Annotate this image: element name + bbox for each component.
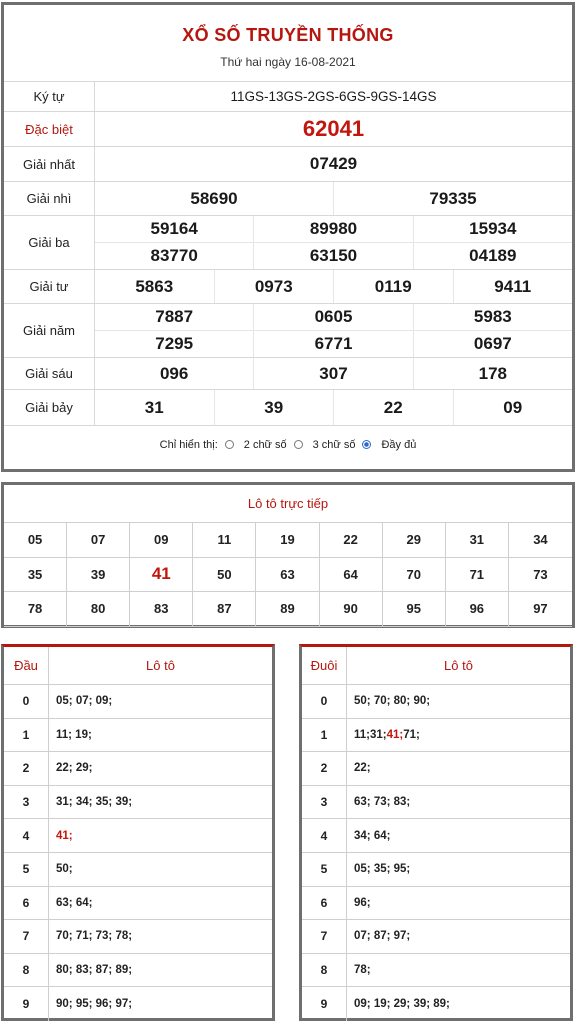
draw-date: Thứ hai ngày 16-08-2021 xyxy=(220,55,356,69)
dau-header-key: Đầu xyxy=(4,647,49,684)
duoi-row xyxy=(302,819,570,853)
loto-number: 29 xyxy=(383,523,446,558)
duoi-table xyxy=(299,644,573,1021)
radio-two-digits[interactable] xyxy=(294,440,303,449)
dau-row xyxy=(4,987,272,1021)
loto-number: 95 xyxy=(383,592,446,627)
loto-number: 73 xyxy=(509,558,572,593)
row-tu xyxy=(4,270,572,304)
dau-row xyxy=(4,786,272,820)
duoi-row-values: 09; 19; 29; 39; 89; xyxy=(354,998,450,1011)
loto-live-table xyxy=(1,482,575,628)
dau-row-key: 1 xyxy=(4,719,49,752)
duoi-row-key: 1 xyxy=(302,719,347,752)
loto-number: 07 xyxy=(67,523,130,558)
prize-value: 31 xyxy=(144,397,164,417)
label-bay: Giải bảy xyxy=(4,390,95,425)
prize-value: 15934 xyxy=(413,216,572,242)
loto-number: 96 xyxy=(446,592,509,627)
prize-value: 58690 xyxy=(190,188,238,208)
dau-row xyxy=(4,853,272,887)
prize-value: 59164 xyxy=(150,219,198,238)
prize-value: 07429 xyxy=(309,154,358,173)
row-nhat xyxy=(4,147,572,182)
dau-row xyxy=(4,685,272,719)
prize-value: 178 xyxy=(413,358,572,389)
prize-value: 0605 xyxy=(253,304,412,330)
duoi-row xyxy=(302,685,570,719)
loto-number: 50 xyxy=(193,558,256,593)
row-ba xyxy=(4,216,572,270)
loto-number: 64 xyxy=(320,558,383,593)
loto-live-title: Lô tô trực tiếp xyxy=(4,485,572,523)
label-nhat: Giải nhất xyxy=(4,147,95,181)
row-dacbiet xyxy=(4,112,572,147)
prize-value: 6771 xyxy=(253,331,412,357)
prize-value: 39 xyxy=(214,390,334,425)
loto-number: 71 xyxy=(446,558,509,593)
dau-row-values: 41; xyxy=(56,829,73,842)
loto-number: 83 xyxy=(130,592,193,627)
dau-row-key: 3 xyxy=(4,786,49,819)
duoi-header-value: Lô tô xyxy=(444,658,473,673)
duoi-row xyxy=(302,719,570,753)
duoi-row-key: 4 xyxy=(302,819,347,852)
duoi-row-key: 5 xyxy=(302,853,347,886)
duoi-row-values: 96; xyxy=(354,896,371,909)
loto-number: 19 xyxy=(256,523,319,558)
option-full[interactable]: Đầy đủ xyxy=(381,438,417,451)
duoi-row-values: 11; 31; 41; 71; xyxy=(354,728,420,741)
label-sau: Giải sáu xyxy=(4,358,95,389)
dau-row xyxy=(4,954,272,988)
row-nhi xyxy=(4,182,572,216)
label-tu: Giải tư xyxy=(4,270,95,303)
label-nhi: Giải nhì xyxy=(4,182,95,215)
prize-value: 5863 xyxy=(135,276,174,296)
loto-number: 05 xyxy=(4,523,67,558)
dau-row-values: 63; 64; xyxy=(56,896,93,909)
prize-value: 22 xyxy=(333,390,453,425)
loto-number: 11 xyxy=(193,523,256,558)
dau-row-key: 9 xyxy=(4,987,49,1021)
results-header xyxy=(4,5,572,82)
page-title: XỔ SỐ TRUYỀN THỐNG xyxy=(182,25,394,45)
dau-row xyxy=(4,719,272,753)
loto-number: 97 xyxy=(509,592,572,627)
loto-number: 89 xyxy=(256,592,319,627)
row-nam xyxy=(4,304,572,358)
loto-number: 41 xyxy=(130,558,193,593)
prize-value: 5983 xyxy=(413,304,572,330)
duoi-row-values: 63; 73; 83; xyxy=(354,796,411,809)
dau-row-key: 5 xyxy=(4,853,49,886)
prize-value: 79335 xyxy=(333,182,572,215)
duoi-row-key: 6 xyxy=(302,887,347,920)
loto-number: 35 xyxy=(4,558,67,593)
loto-number: 63 xyxy=(256,558,319,593)
dau-row-key: 7 xyxy=(4,920,49,953)
kytu-value: 11GS-13GS-2GS-6GS-9GS-14GS xyxy=(230,89,437,104)
dau-row-values: 31; 34; 35; 39; xyxy=(56,796,133,809)
label-nam: Giải năm xyxy=(4,304,95,357)
dau-row xyxy=(4,819,272,853)
dau-row-values: 05; 07; 09; xyxy=(56,695,113,708)
dau-row-values: 90; 95; 96; 97; xyxy=(56,998,133,1011)
radio-none[interactable] xyxy=(225,440,234,449)
duoi-row xyxy=(302,920,570,954)
duoi-row-key: 9 xyxy=(302,987,347,1021)
prize-value: 7295 xyxy=(155,334,194,353)
option-two-digits[interactable]: 2 chữ số xyxy=(243,438,287,451)
display-options xyxy=(4,426,572,463)
duoi-row xyxy=(302,853,570,887)
duoi-row-values: 34; 64; xyxy=(354,829,391,842)
duoi-row-key: 3 xyxy=(302,786,347,819)
duoi-row-key: 8 xyxy=(302,954,347,987)
dau-row-values: 70; 71; 73; 78; xyxy=(56,930,133,943)
loto-number: 87 xyxy=(193,592,256,627)
results-table xyxy=(1,2,575,472)
prize-value: 83770 xyxy=(150,246,198,265)
prize-value: 63150 xyxy=(253,243,412,269)
duoi-row-values: 22; xyxy=(354,762,371,775)
loto-number: 22 xyxy=(320,523,383,558)
duoi-header-key: Đuôi xyxy=(302,647,347,684)
duoi-header xyxy=(302,647,570,685)
dau-row-values: 22; 29; xyxy=(56,762,93,775)
radio-three-digits[interactable] xyxy=(362,440,371,449)
dau-row xyxy=(4,887,272,921)
prize-value: 04189 xyxy=(413,243,572,269)
dau-header xyxy=(4,647,272,685)
duoi-row-values: 07; 87; 97; xyxy=(354,930,411,943)
row-sau xyxy=(4,358,572,390)
options-prefix: Chỉ hiển thị: xyxy=(159,438,218,451)
dau-row-key: 2 xyxy=(4,752,49,785)
prize-value: 89980 xyxy=(253,216,412,242)
dau-row xyxy=(4,920,272,954)
duoi-row-key: 7 xyxy=(302,920,347,953)
loto-number: 34 xyxy=(509,523,572,558)
duoi-row xyxy=(302,752,570,786)
label-ba: Giải ba xyxy=(4,216,95,269)
duoi-row xyxy=(302,887,570,921)
label-dacbiet: Đặc biệt xyxy=(4,112,95,146)
label-kytu: Ký tự xyxy=(4,82,95,111)
dau-row-values: 80; 83; 87; 89; xyxy=(56,964,133,977)
option-three-digits[interactable]: 3 chữ số xyxy=(312,438,356,451)
loto-number: 78 xyxy=(4,592,67,627)
loto-number: 90 xyxy=(320,592,383,627)
prize-value: 9411 xyxy=(453,270,573,303)
row-bay xyxy=(4,390,572,426)
dau-row-key: 4 xyxy=(4,819,49,852)
loto-number: 39 xyxy=(67,558,130,593)
dacbiet-value: 62041 xyxy=(302,116,365,141)
duoi-row-values: 05; 35; 95; xyxy=(354,863,411,876)
dau-row xyxy=(4,752,272,786)
duoi-row-values: 50; 70; 80; 90; xyxy=(354,695,431,708)
loto-number: 31 xyxy=(446,523,509,558)
duoi-row-values: 78; xyxy=(354,964,371,977)
loto-number: 80 xyxy=(67,592,130,627)
prize-value: 0119 xyxy=(333,270,453,303)
row-kytu xyxy=(4,82,572,112)
prize-value: 09 xyxy=(453,390,573,425)
duoi-row xyxy=(302,786,570,820)
dau-row-key: 6 xyxy=(4,887,49,920)
prize-value: 096 xyxy=(159,363,189,383)
dau-row-values: 11; 19; xyxy=(56,728,92,741)
dau-header-value: Lô tô xyxy=(146,658,175,673)
loto-number: 09 xyxy=(130,523,193,558)
dau-row-values: 50; xyxy=(56,863,73,876)
prize-value: 307 xyxy=(253,358,412,389)
prize-value: 0697 xyxy=(413,331,572,357)
prize-value: 7887 xyxy=(155,307,194,326)
duoi-row xyxy=(302,954,570,988)
duoi-row xyxy=(302,987,570,1021)
prize-value: 0973 xyxy=(214,270,334,303)
dau-row-key: 8 xyxy=(4,954,49,987)
loto-number: 70 xyxy=(383,558,446,593)
duoi-row-key: 0 xyxy=(302,685,347,718)
loto-live-grid xyxy=(4,523,572,627)
dau-row-key: 0 xyxy=(4,685,49,718)
duoi-row-key: 2 xyxy=(302,752,347,785)
dau-table xyxy=(1,644,275,1021)
